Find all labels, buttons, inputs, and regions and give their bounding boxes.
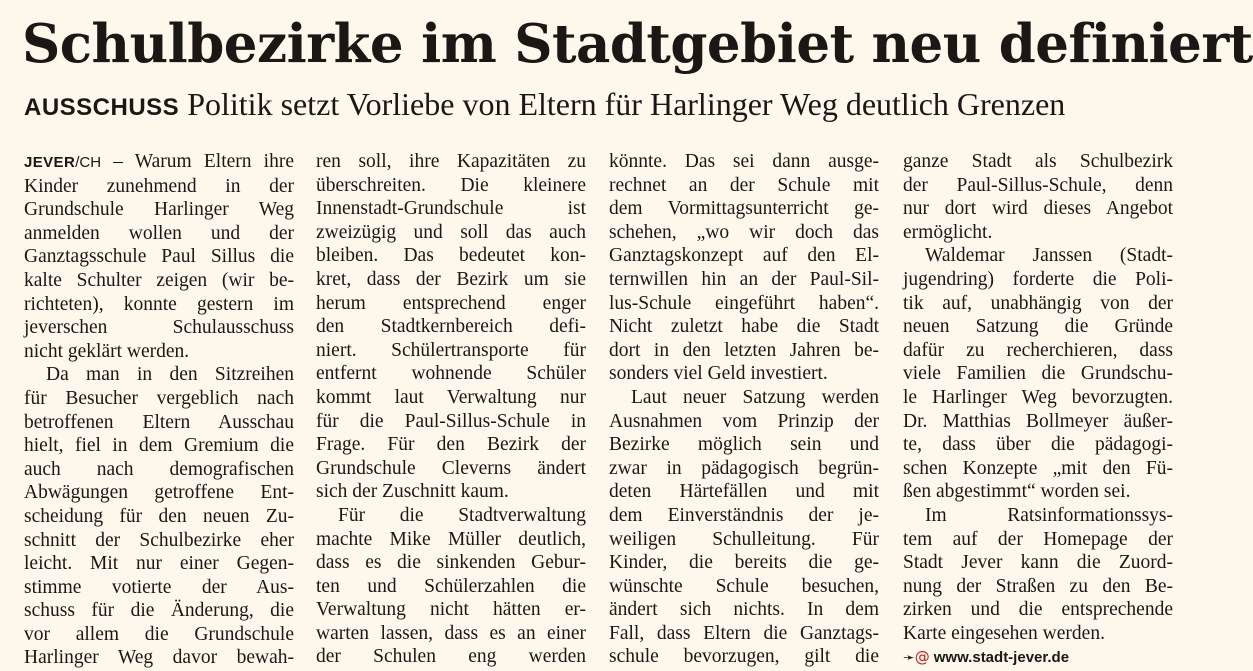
text-line: dass es die sinkenden Gebur- [316,552,586,574]
text-line: dem Vormittagsunterricht ge- [609,198,879,220]
text-line: schehen, „wo wir doch das [609,221,879,243]
text-line: sich der Zuschnitt kaum. [316,481,509,503]
text-line: stimme votierte der Aus- [24,576,294,598]
text-line: warten lassen, dass es an einer [316,622,586,644]
text-line: Frage. Für den Bezirk der [316,434,586,456]
text-line: Dr. Matthias Bollmeyer äußer- [903,410,1173,432]
text-line: Nicht zuletzt habe die Stadt [609,316,879,338]
text-line: ßen abgestimmt“ worden sei. [903,481,1131,503]
text-line: Karte eingesehen werden. [903,622,1105,644]
subheadline: Politik setzt Vorliebe von Eltern für Harlinger Weg deutlich Grenzen [187,86,1066,122]
text-line: Harlinger Weg davor bewah- [24,647,294,669]
text-line: schuss für die Änderung, die [24,600,294,622]
text-line: könnte. Das sei dann ausge- [609,151,879,172]
text-line: hielt, fiel in dem Gremium die [24,435,294,457]
text-line: überschreiten. Die kleinere [316,174,586,196]
text-line: Ganztagskonzept auf den El- [609,245,879,267]
subheadline-row [24,82,1184,130]
web-reference [903,645,1173,671]
headline: Schulbezirke im Stadtgebiet neu definiert [22,13,1253,75]
text-line: für Besucher vergeblich nach [24,387,294,409]
text-line: herum entsprechend enger [316,292,586,314]
text-line: Waldemar Janssen (Stadt- [925,245,1173,267]
text-line: dafür zu recherchieren, dass [903,339,1173,361]
text-line: nur dort wird dieses Angebot [903,198,1173,220]
text-line: anmelden wollen und der [24,222,294,244]
text-line: Kinder zunehmend in der [24,175,294,197]
at-icon: @ [914,648,930,667]
text-line: te, dass über die pädagogi- [903,434,1173,456]
text-line: Da man in den Sitzreihen [46,364,294,386]
text-line: dem Einverständnis der je- [609,504,879,526]
text-line: Kinder, die bereits die ge- [609,552,879,574]
text-line: Abwägungen getroffene Ent- [24,482,294,504]
text-line: zweizügig und soll das auch [316,221,586,243]
text-line: jugendring) forderte die Poli- [903,268,1173,290]
text-line: nicht geklärt werden. [24,340,190,362]
text-line: niert. Schülertransporte für [316,339,586,361]
text-line: Laut neuer Satzung werden [631,386,879,408]
text-line: ren soll, ihre Kapazitäten zu [316,151,586,172]
text-line: wünschte Schule besuchen, [609,575,879,597]
text-line: tik auf, unabhängig von der [903,292,1173,314]
text-line: weiligen Schulleitung. Für [609,528,879,550]
text-line: ändert sich nichts. In dem [609,599,879,621]
dateline-location: JEVER [24,154,76,171]
text-line: Innenstadt-Grundschule ist [316,198,586,220]
text-line: leicht. Mit nur einer Gegen- [24,553,294,575]
text-line: kommt laut Verwaltung nur [316,386,586,408]
text-line: rechnet an der Schule mit [609,174,879,196]
article-column-3 [609,150,879,668]
text-line: kret, dass der Bezirk um sie [316,268,586,290]
text-line: betroffenen Eltern Ausschau [24,411,294,433]
article-column-1 [24,150,294,669]
text-line: viele Familien die Grundschu- [903,363,1173,385]
text-line: Ganztagsschule Paul Sillus die [24,246,294,268]
text-line: neuen Satzung die Gründe [903,316,1173,338]
text-line: lus-Schule eingeführt haben“. [609,292,879,314]
website-link[interactable]: www.stadt-jever.de [933,649,1070,667]
text-line: ganze Stadt als Schulbezirk [903,151,1173,172]
text-line: schnitt der Schulbezirke eher [24,529,294,551]
text-line: auch nach demografischen [24,458,294,480]
text-line-content: Warum Eltern ihre [134,151,294,172]
text-line [24,150,294,175]
dateline-author: /CH [75,154,102,171]
text-line: Verwaltung nicht hätten er- [316,599,586,621]
text-line: Für die Stadtverwaltung [338,504,586,526]
text-line: jeverschen Schulausschuss [24,317,294,339]
text-line: le Harlinger Weg bevorzugten. [903,386,1173,408]
text-line: der Paul-Sillus-Schule, denn [903,174,1173,196]
text-line: Ausnahmen vom Prinzip der [609,410,879,432]
text-line: vor allem die Grundschule [24,623,294,645]
text-line: Grundschule Harlinger Weg [24,199,294,221]
article-column-4 [903,150,1173,667]
text-line: ternwillen hin an der Paul-Sil- [609,268,879,290]
text-line: zwar in pädagogisch begrün- [609,457,879,479]
text-line: machte Mike Müller deutlich, [316,528,586,550]
article-column-2 [316,150,586,668]
text-line: für die Paul-Sillus-Schule in [316,410,586,432]
text-line: schule bevorzugen, gilt die [609,646,879,668]
text-line: Bezirke möglich sein und [609,434,879,456]
dateline-dash: – [101,151,135,172]
text-line: schen Konzepte „mit den Fü- [903,457,1173,479]
kicker: AUSSCHUSS [24,94,180,121]
text-line: den Stadtkernbereich defi- [316,316,586,338]
arrow-icon: ➛ [903,650,915,667]
text-line: entfernt wohnende Schüler [316,363,586,385]
text-line: richteten), konnte gestern im [24,293,294,315]
text-line: nung der Straßen zu den Be- [903,575,1173,597]
text-line: der Schulen eng werden [316,646,586,668]
text-line: deten Härtefällen und mit [609,481,879,503]
text-line: Im Ratsinformationssys- [925,504,1173,526]
text-line: kalte Schulter zeigen (wir be- [24,269,294,291]
text-line: dort in den letzten Jahren be- [609,339,879,361]
text-line: ten und Schülerzahlen die [316,575,586,597]
text-line: Stadt Jever kann die Zuord- [903,552,1173,574]
text-line: bleiben. Das bedeutet kon- [316,245,586,267]
text-line: Fall, dass Eltern die Ganztags- [609,622,879,644]
text-line: tem auf der Homepage der [903,528,1173,550]
text-line: zirken und die entsprechende [903,599,1173,621]
text-line: sonders viel Geld investiert. [609,363,828,385]
text-line: scheidung für den neuen Zu- [24,505,294,527]
text-line: Grundschule Cleverns ändert [316,457,586,479]
text-line: ermöglicht. [903,221,993,243]
